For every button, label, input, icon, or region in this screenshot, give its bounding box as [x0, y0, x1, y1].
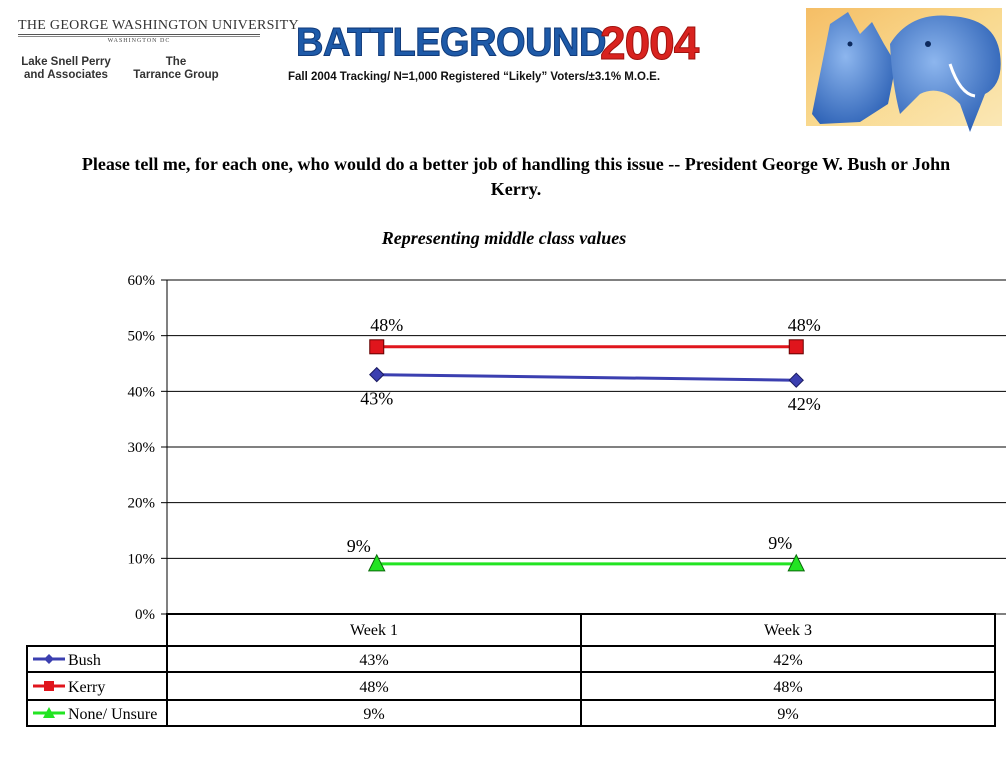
table-row: [27, 700, 995, 726]
y-tick-label: 30%: [127, 440, 155, 456]
battleground-logo-word: BATTLEGROUND: [296, 20, 606, 66]
battleground-logo-year: 2004: [600, 17, 699, 69]
table-cell: 48%: [359, 679, 389, 696]
data-point-bush: [789, 373, 803, 387]
firm-lake-snell-perry: [20, 56, 112, 82]
legend-marker: [44, 681, 54, 691]
divider: [18, 34, 260, 35]
survey-question: Please tell me, for each one, who would do a better job of handling this issue -- President George W. Bush or John Kerry.: [81, 154, 951, 199]
series-line-bush: [377, 375, 797, 381]
table-row: [27, 672, 995, 700]
data-point-kerry: [370, 340, 384, 354]
data-label: 42%: [787, 394, 821, 415]
firm1-line2: and Associates: [24, 69, 108, 81]
legend-label: None/ Unsure: [68, 706, 158, 723]
line-chart: [0, 260, 1008, 740]
legend-marker: [44, 654, 54, 664]
firm-tarrance-group: [128, 56, 224, 82]
data-point-kerry: [789, 340, 803, 354]
table-header-cell: Week 3: [763, 622, 813, 639]
table-cell: 42%: [773, 652, 803, 669]
firm1-line1: Lake Snell Perry: [21, 56, 111, 68]
table-cell: 9%: [777, 706, 799, 723]
tracking-note: Fall 2004 Tracking/ N=1,000 Registered “Likely” Voters/±3.1% M.O.E.: [288, 71, 661, 83]
data-label: 48%: [370, 314, 404, 335]
firm2-line1: The: [165, 56, 187, 68]
legend-label: Bush: [68, 652, 101, 669]
chart-subtitle: Representing middle class values: [381, 228, 627, 248]
table-cell: 9%: [363, 706, 385, 723]
y-tick-label: 50%: [127, 328, 155, 345]
data-label: 43%: [360, 388, 394, 409]
table-cell: 43%: [359, 652, 389, 669]
y-tick-label: 20%: [127, 495, 155, 512]
table-cell: 48%: [773, 679, 803, 696]
divider: [18, 36, 260, 37]
data-point-bush: [370, 368, 384, 382]
legend-label: Kerry: [68, 679, 106, 696]
table-row: [27, 646, 995, 672]
university-location: WASHINGTON DC: [107, 38, 171, 44]
data-label: 48%: [787, 314, 821, 335]
table-header-cell: Week 1: [349, 622, 399, 639]
y-tick-label: 60%: [127, 273, 155, 289]
university-name: THE GEORGE WASHINGTON UNIVERSITY: [18, 18, 299, 33]
data-label: 9%: [346, 535, 371, 556]
data-label: 9%: [768, 532, 793, 553]
y-tick-label: 40%: [127, 384, 155, 401]
donkey-elephant-logo: [800, 4, 1006, 134]
firm2-line2: Tarrance Group: [133, 69, 219, 81]
y-tick-label: 0%: [135, 607, 155, 623]
y-tick-label: 10%: [127, 551, 155, 568]
